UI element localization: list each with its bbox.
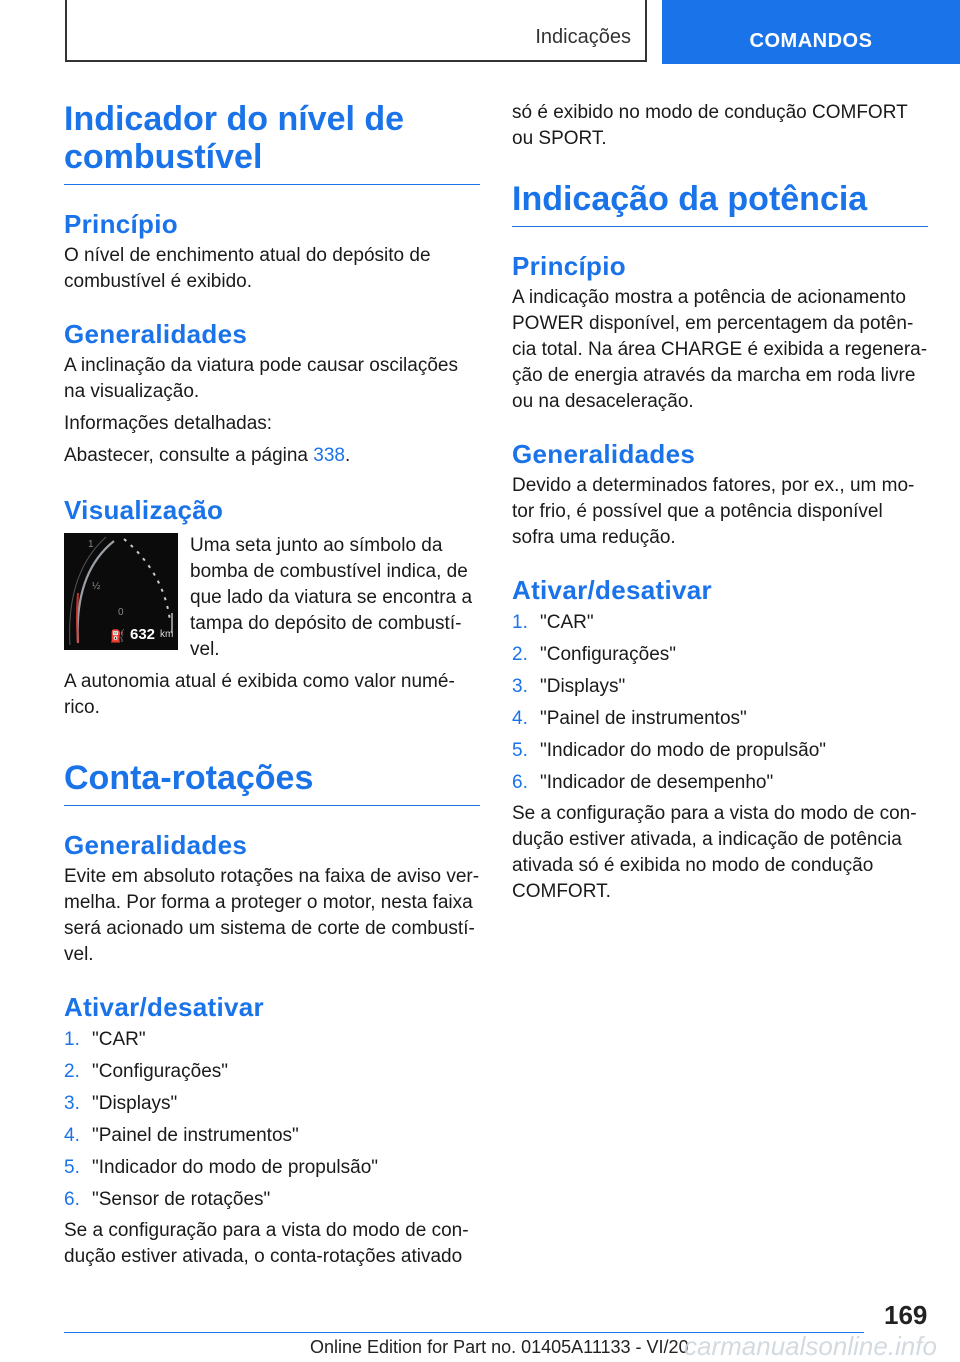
list-item: 3. "Displays"	[512, 676, 626, 697]
watermark: carmanualsonline.info	[684, 1331, 937, 1361]
range-value: 632	[130, 626, 156, 643]
list-item: 4. "Painel de instrumentos"	[512, 708, 747, 729]
list-item: 2. "Configurações"	[512, 644, 677, 665]
power-general-heading: Generalidades	[512, 439, 696, 469]
fuel-general-heading: Generalidades	[64, 319, 248, 349]
tacho-general-heading: Generalidades	[64, 830, 248, 860]
fuel-principle-heading: Princípio	[64, 209, 178, 239]
gauge-mark-full: 1	[88, 539, 94, 550]
display-text: Uma seta junto ao símbolo da bomba de combustível indica, de que lado da viatura se encontra a tampa do depósito de combustí-vel.	[190, 535, 473, 660]
list-item: 5. "Indicador do modo de propulsão"	[512, 740, 827, 761]
gauge-mark-empty: 0	[118, 607, 124, 618]
range-text: A autonomia atual é exibida como valor numé-rico.	[64, 671, 455, 718]
gauge-mark-half: ½	[92, 581, 101, 592]
list-item: 1. "CAR"	[512, 612, 594, 633]
page-number: 169	[884, 1300, 928, 1330]
section-header-box	[65, 0, 647, 62]
list-item: 2. "Configurações"	[64, 1061, 229, 1082]
right-column	[512, 100, 928, 905]
fuel-general-text: A inclinação da viatura pode causar oscilações na visualização.	[64, 355, 458, 402]
power-note: Se a configuração para a vista do modo de con-dução estiver ativada, a indicação de potência ativada só é exibida no modo de condução COMFORT.	[512, 803, 917, 902]
power-general-text: Devido a determinados fatores, por ex., um mo-tor frio, é possível que a potência disponível sofra uma redução.	[512, 475, 915, 548]
left-column	[64, 100, 480, 1270]
fuel-pump-icon: ⛽	[110, 629, 125, 643]
power-principle-heading: Princípio	[512, 251, 626, 281]
list-item: 3. "Displays"	[64, 1093, 178, 1114]
details-label: Informações detalhadas:	[64, 413, 273, 434]
edition-text: Online Edition for Part no. 01405A11133 - VI/20	[310, 1337, 689, 1357]
tacho-general-text: Evite em absoluto rotações na faixa de aviso ver-melha. Por forma a proteger o motor, nesta faixa será acionado um sistema de corte de combustí-vel.	[64, 866, 480, 965]
list-item: 4. "Painel de instrumentos"	[64, 1125, 299, 1146]
list-item: 1. "CAR"	[64, 1029, 146, 1050]
tacho-note: Se a configuração para a vista do modo de con-dução estiver ativada, o conta-rotações ativado	[64, 1220, 469, 1267]
chapter-tab[interactable]: COMANDOS	[662, 0, 960, 64]
power-activate-heading: Ativar/desativar	[512, 575, 712, 605]
fuel-gauge-image	[64, 533, 178, 650]
range-unit: km	[160, 629, 174, 640]
section-title: Indicações	[535, 26, 631, 48]
tachometer-title: Conta-rotações	[64, 759, 480, 806]
display-heading: Visualização	[64, 495, 224, 525]
fuel-principle-text: O nível de enchimento atual do depósito de combustível é exibido.	[64, 245, 431, 292]
power-principle-text: A indicação mostra a potência de acionamento POWER disponível, em percentagem da potên-cia total. Na área CHARGE é exibida a regenera-ção de energia através da marcha em roda livre ou na desaceleração.	[512, 287, 928, 412]
page-link-338[interactable]: 338	[313, 445, 345, 466]
power-steps-list	[512, 607, 928, 799]
power-display-title: Indicação da potência	[512, 180, 928, 227]
refuel-reference: Abastecer, consulte a página 338.	[64, 445, 351, 466]
display-figure-row	[64, 533, 480, 663]
list-item: 6. "Indicador de desempenho"	[512, 772, 774, 793]
list-item: 5. "Indicador do modo de propulsão"	[64, 1157, 379, 1178]
page-header	[0, 0, 960, 66]
continued-text: só é exibido no modo de condução COMFORT ou SPORT.	[512, 102, 908, 149]
fuel-gauge-title: Indicador do nível de combustível	[64, 100, 480, 185]
tacho-activate-heading: Ativar/desativar	[64, 992, 264, 1022]
list-item: 6. "Sensor de rotações"	[64, 1189, 271, 1210]
tacho-steps-list	[64, 1024, 480, 1216]
